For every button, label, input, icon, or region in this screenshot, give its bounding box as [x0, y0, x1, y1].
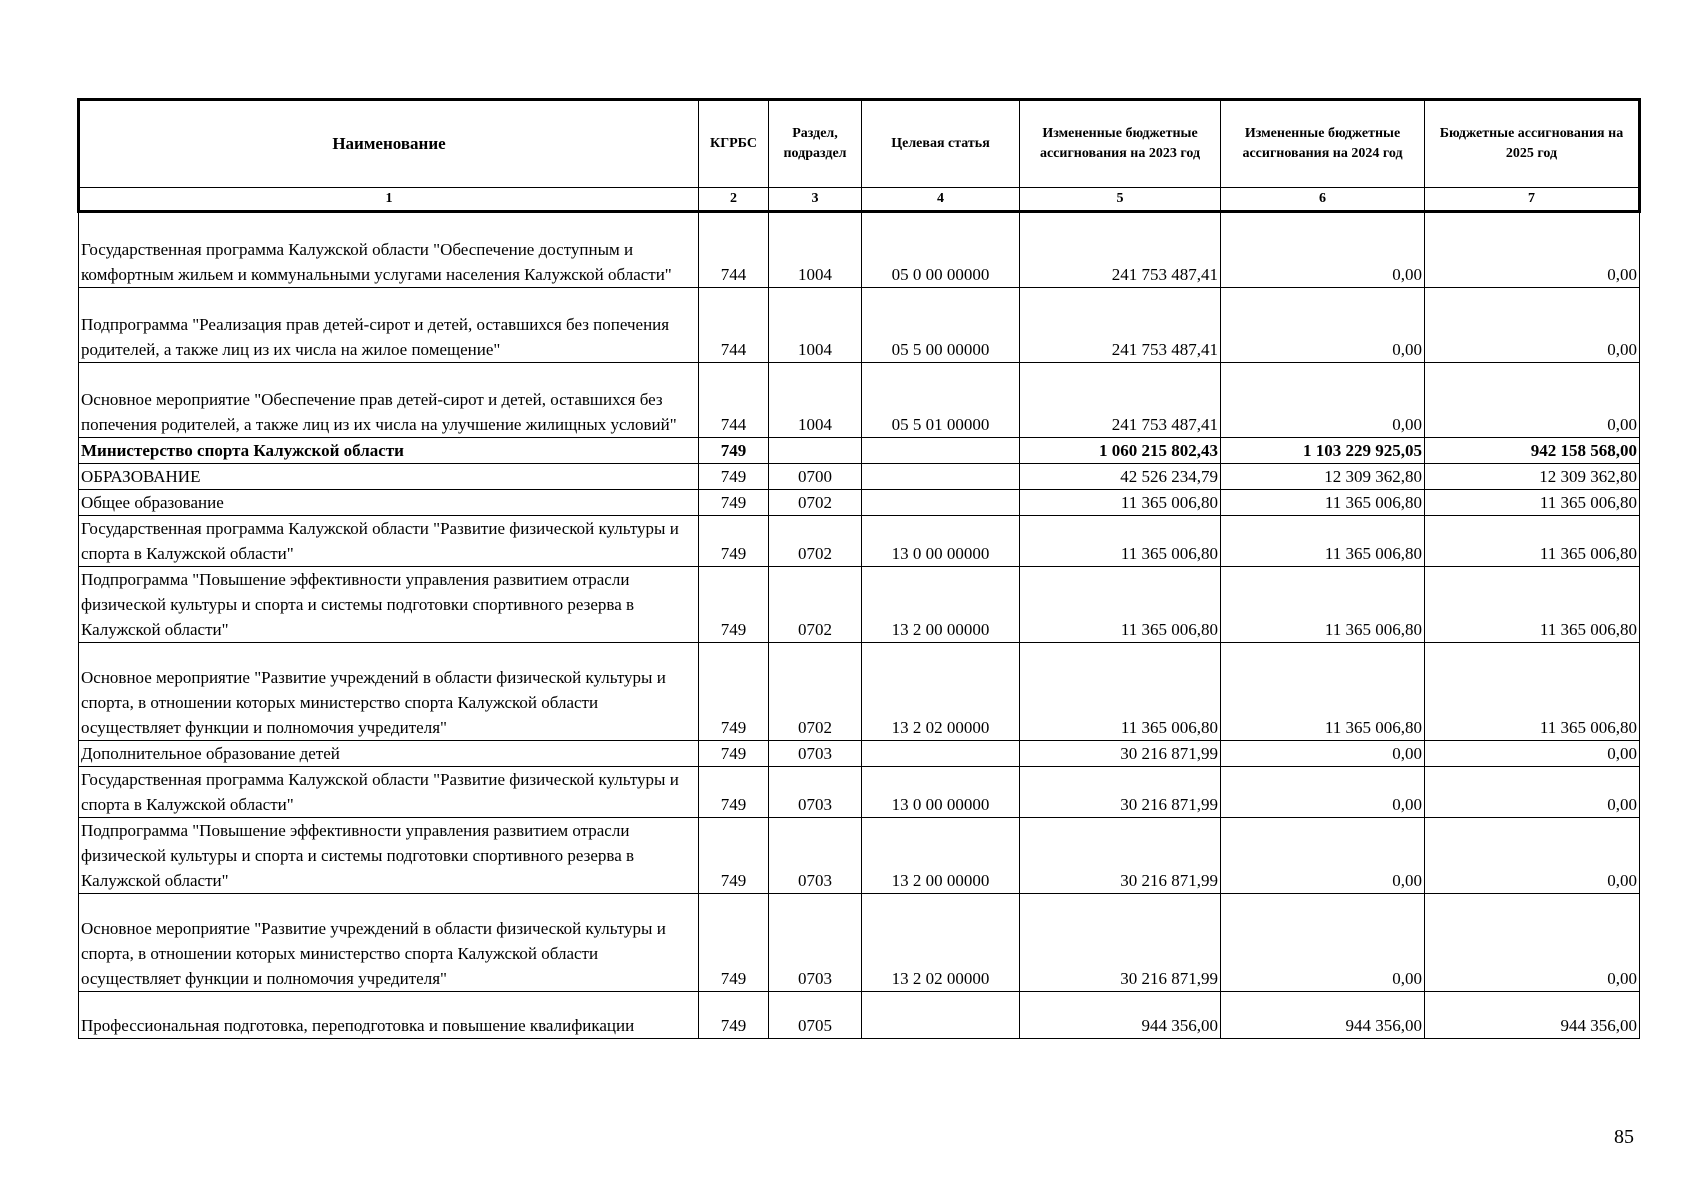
- table-row: [79, 992, 1640, 1039]
- cell-name: Дополнительное образование детей: [79, 741, 699, 767]
- header-2023: Измененные бюджетные ассигнования на 2023 год: [1020, 100, 1221, 188]
- cell-name: ОБРАЗОВАНИЕ: [79, 464, 699, 490]
- table-header: [79, 100, 1640, 212]
- header-kgrbs: КГРБС: [699, 100, 769, 188]
- cell-kgrbs: 749: [699, 567, 769, 643]
- table-row: [79, 818, 1640, 894]
- cell-target: 13 2 00 00000: [862, 567, 1020, 643]
- cell-kgrbs: 749: [699, 992, 769, 1039]
- cell-target: [862, 438, 1020, 464]
- column-number: 6: [1221, 188, 1425, 212]
- cell-target: [862, 464, 1020, 490]
- budget-table: [77, 98, 1641, 1039]
- column-number: 1: [79, 188, 699, 212]
- cell-target: 05 0 00 00000: [862, 212, 1020, 288]
- cell-2025: 944 356,00: [1425, 992, 1640, 1039]
- cell-kgrbs: 749: [699, 643, 769, 741]
- cell-2025: 11 365 006,80: [1425, 643, 1640, 741]
- cell-target: 13 0 00 00000: [862, 516, 1020, 567]
- page-number: 85: [1614, 1126, 1634, 1148]
- cell-2024: 11 365 006,80: [1221, 643, 1425, 741]
- cell-name: Профессиональная подготовка, переподготовка и повышение квалификации: [79, 992, 699, 1039]
- cell-2023: 11 365 006,80: [1020, 490, 1221, 516]
- cell-name: Государственная программа Калужской области "Развитие физической культуры и спорта в Калужской области": [79, 516, 699, 567]
- cell-2024: 1 103 229 925,05: [1221, 438, 1425, 464]
- cell-2023: 30 216 871,99: [1020, 894, 1221, 992]
- cell-target: 05 5 01 00000: [862, 363, 1020, 438]
- cell-2024: 12 309 362,80: [1221, 464, 1425, 490]
- cell-section: [769, 438, 862, 464]
- table-row: [79, 643, 1640, 741]
- table-row: [79, 567, 1640, 643]
- cell-kgrbs: 749: [699, 490, 769, 516]
- column-number: 4: [862, 188, 1020, 212]
- cell-2023: 30 216 871,99: [1020, 818, 1221, 894]
- column-number: 7: [1425, 188, 1640, 212]
- cell-target: 13 2 02 00000: [862, 894, 1020, 992]
- cell-name: Государственная программа Калужской области "Обеспечение доступным и комфортным жильем и коммунальными услугами населения Калужской области": [79, 212, 699, 288]
- cell-name: Подпрограмма "Реализация прав детей-сирот и детей, оставшихся без попечения родителей, а также лиц из их числа на жилое помещение": [79, 288, 699, 363]
- cell-2024: 0,00: [1221, 212, 1425, 288]
- cell-target: 13 2 02 00000: [862, 643, 1020, 741]
- cell-2023: 11 365 006,80: [1020, 516, 1221, 567]
- cell-2024: 11 365 006,80: [1221, 490, 1425, 516]
- cell-2023: 30 216 871,99: [1020, 767, 1221, 818]
- cell-kgrbs: 749: [699, 767, 769, 818]
- header-target: Целевая статья: [862, 100, 1020, 188]
- table-row: [79, 516, 1640, 567]
- table-row: [79, 363, 1640, 438]
- header-section: Раздел, подраздел: [769, 100, 862, 188]
- table-row: [79, 894, 1640, 992]
- cell-kgrbs: 749: [699, 741, 769, 767]
- table-body: [79, 212, 1640, 1039]
- cell-section: 0702: [769, 643, 862, 741]
- cell-2025: 0,00: [1425, 212, 1640, 288]
- cell-kgrbs: 749: [699, 438, 769, 464]
- cell-2023: 42 526 234,79: [1020, 464, 1221, 490]
- cell-2025: 11 365 006,80: [1425, 490, 1640, 516]
- cell-section: 0703: [769, 767, 862, 818]
- cell-2025: 0,00: [1425, 767, 1640, 818]
- cell-2023: 944 356,00: [1020, 992, 1221, 1039]
- cell-section: 1004: [769, 212, 862, 288]
- cell-name: Подпрограмма "Повышение эффективности управления развитием отрасли физической культуры и спорта и системы подготовки спортивного резерва в Калужской области": [79, 818, 699, 894]
- column-number: 3: [769, 188, 862, 212]
- cell-2023: 30 216 871,99: [1020, 741, 1221, 767]
- cell-2025: 942 158 568,00: [1425, 438, 1640, 464]
- cell-2024: 0,00: [1221, 741, 1425, 767]
- column-number: 5: [1020, 188, 1221, 212]
- cell-section: 0702: [769, 516, 862, 567]
- header-row: [79, 100, 1640, 188]
- cell-kgrbs: 744: [699, 363, 769, 438]
- cell-section: 0703: [769, 741, 862, 767]
- table-row: [79, 767, 1640, 818]
- cell-2025: 0,00: [1425, 741, 1640, 767]
- cell-name: Основное мероприятие "Развитие учреждений в области физической культуры и спорта, в отношении которых министерство спорта Калужской области осуществляет функции и полномочия учредителя": [79, 894, 699, 992]
- cell-2024: 944 356,00: [1221, 992, 1425, 1039]
- table-row: [79, 741, 1640, 767]
- cell-kgrbs: 744: [699, 212, 769, 288]
- cell-2023: 1 060 215 802,43: [1020, 438, 1221, 464]
- cell-section: 1004: [769, 363, 862, 438]
- cell-name: Государственная программа Калужской области "Развитие физической культуры и спорта в Калужской области": [79, 767, 699, 818]
- cell-name: Общее образование: [79, 490, 699, 516]
- cell-name: Министерство спорта Калужской области: [79, 438, 699, 464]
- cell-2023: 241 753 487,41: [1020, 212, 1221, 288]
- cell-2023: 11 365 006,80: [1020, 643, 1221, 741]
- cell-2023: 241 753 487,41: [1020, 363, 1221, 438]
- cell-2024: 0,00: [1221, 818, 1425, 894]
- cell-target: 13 2 00 00000: [862, 818, 1020, 894]
- cell-target: [862, 741, 1020, 767]
- cell-target: 05 5 00 00000: [862, 288, 1020, 363]
- cell-2024: 0,00: [1221, 363, 1425, 438]
- table-row: [79, 212, 1640, 288]
- cell-name: Основное мероприятие "Развитие учреждений в области физической культуры и спорта, в отношении которых министерство спорта Калужской области осуществляет функции и полномочия учредителя": [79, 643, 699, 741]
- cell-section: 0703: [769, 818, 862, 894]
- cell-kgrbs: 749: [699, 464, 769, 490]
- cell-section: 0703: [769, 894, 862, 992]
- cell-2023: 11 365 006,80: [1020, 567, 1221, 643]
- cell-kgrbs: 749: [699, 818, 769, 894]
- cell-2024: 0,00: [1221, 894, 1425, 992]
- table-row: [79, 438, 1640, 464]
- table-row: [79, 464, 1640, 490]
- table-row: [79, 490, 1640, 516]
- cell-2025: 0,00: [1425, 818, 1640, 894]
- cell-2024: 0,00: [1221, 767, 1425, 818]
- cell-2025: 0,00: [1425, 288, 1640, 363]
- cell-2024: 0,00: [1221, 288, 1425, 363]
- cell-section: 0700: [769, 464, 862, 490]
- cell-2025: 0,00: [1425, 894, 1640, 992]
- column-number-row: [79, 188, 1640, 212]
- cell-2024: 11 365 006,80: [1221, 567, 1425, 643]
- table-row: [79, 288, 1640, 363]
- column-number: 2: [699, 188, 769, 212]
- cell-2024: 11 365 006,80: [1221, 516, 1425, 567]
- cell-section: 0702: [769, 490, 862, 516]
- header-name: Наименование: [79, 100, 699, 188]
- cell-2025: 12 309 362,80: [1425, 464, 1640, 490]
- header-2025: Бюджетные ассигнования на 2025 год: [1425, 100, 1640, 188]
- cell-kgrbs: 749: [699, 894, 769, 992]
- cell-target: 13 0 00 00000: [862, 767, 1020, 818]
- cell-2023: 241 753 487,41: [1020, 288, 1221, 363]
- cell-section: 1004: [769, 288, 862, 363]
- cell-2025: 0,00: [1425, 363, 1640, 438]
- cell-target: [862, 490, 1020, 516]
- header-2024: Измененные бюджетные ассигнования на 2024 год: [1221, 100, 1425, 188]
- cell-section: 0705: [769, 992, 862, 1039]
- cell-name: Основное мероприятие "Обеспечение прав детей-сирот и детей, оставшихся без попечения родителей, а также лиц из их числа на улучшение жилищных условий": [79, 363, 699, 438]
- cell-kgrbs: 744: [699, 288, 769, 363]
- cell-kgrbs: 749: [699, 516, 769, 567]
- cell-section: 0702: [769, 567, 862, 643]
- cell-target: [862, 992, 1020, 1039]
- cell-name: Подпрограмма "Повышение эффективности управления развитием отрасли физической культуры и спорта и системы подготовки спортивного резерва в Калужской области": [79, 567, 699, 643]
- cell-2025: 11 365 006,80: [1425, 516, 1640, 567]
- cell-2025: 11 365 006,80: [1425, 567, 1640, 643]
